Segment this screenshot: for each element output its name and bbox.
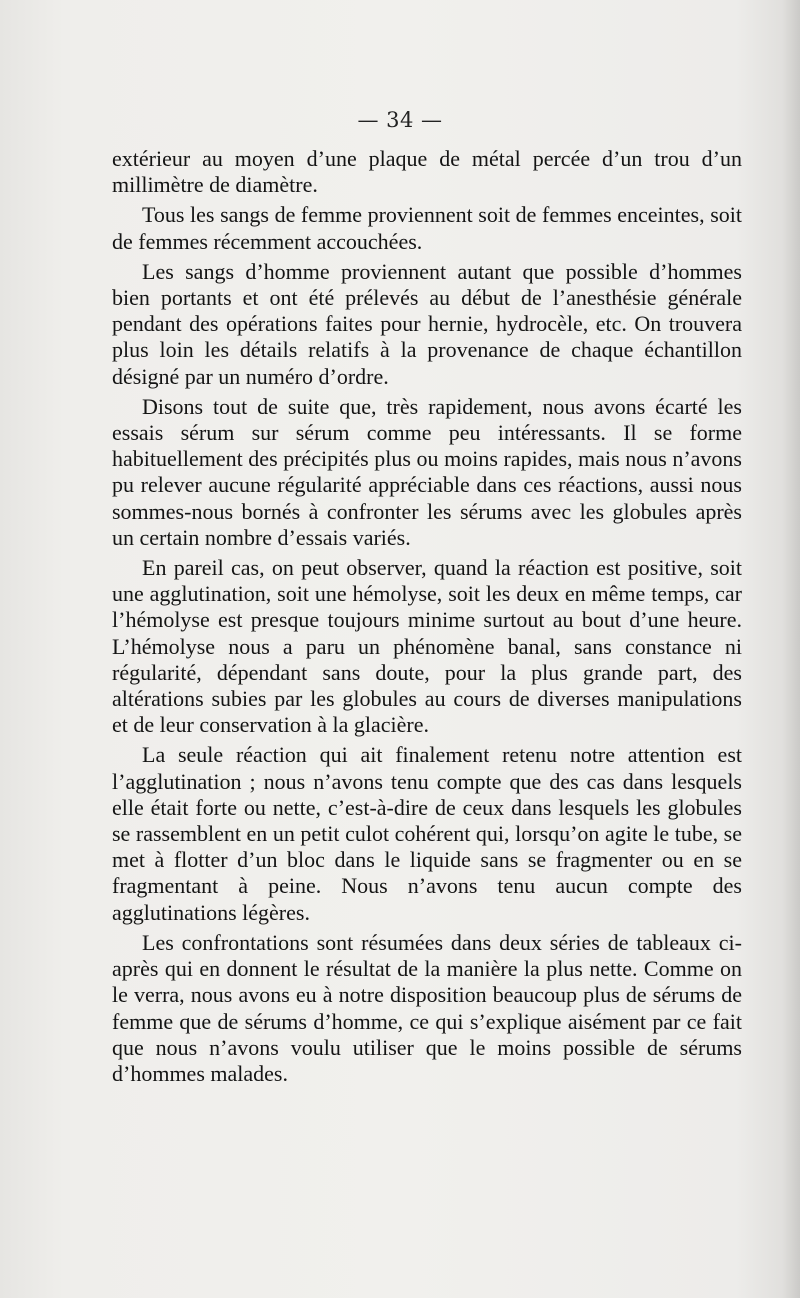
page-number: — 34 — — [357, 108, 443, 132]
paragraph-agglutination: La seule réaction qui ait finalement retenu notre attention est l’agglutination ; nous n’avons tenu compte que des cas dans lesquels elle était forte ou nette, c’est-à-dire de ceux dans lesquels les globules se rassemblent en un petit culot cohérent qui, lorsqu’on agite le tube, se met à flotter d’un bloc dans le liquide sans se fragmenter ou en se fragmentant à peine. Nous n’avons tenu aucun compte des agglutinations légères. — [112, 742, 742, 925]
paragraph-sample-origin-men: Les sangs d’homme proviennent autant que possible d’hommes bien portants et ont été prélevés au début de l’anesthésie générale pendant des opérations faites pour hernie, hydrocèle, etc. On trouvera plus loin les détails relatifs à la provenance de chaque échantillon désigné par un numéro d’ordre. — [112, 258, 742, 389]
paragraph-serum-tests: Disons tout de suite que, très rapidement, nous avons écarté les essais sérum sur sérum comme peu intéressants. Il se forme habituellement des précipités plus ou moins rapides, mais nous n’avons pu relever aucune régularité appréciable dans ces réactions, aussi nous sommes-nous bornés à confronter les sérums avec les globules après un certain nombre d’essais variés. — [112, 393, 742, 550]
paragraph-continuation: extérieur au moyen d’une plaque de métal percée d’un trou d’un millimètre de diamètre. — [112, 146, 742, 198]
paragraph-sample-origin-women: Tous les sangs de femme proviennent soit de femmes enceintes, soit de femmes récemment accouchées. — [112, 202, 742, 254]
paragraph-confrontations: Les confrontations sont résumées dans deux séries de tableaux ci-après qui en donnent le résultat de la manière la plus nette. Comme on le verra, nous avons eu à notre disposition beaucoup plus de sérums de femme que de sérums d’homme, ce qui s’explique aisément par ce fait que nous n’avons voulu utiliser que le moins possible de sérums d’hommes malades. — [112, 929, 742, 1086]
paragraph-hemolysis: En pareil cas, on peut observer, quand la réaction est positive, soit une agglutination, soit une hémolyse, soit les deux en même temps, car l’hémolyse est presque toujours minime surtout au bout d’une heure. L’hémolyse nous a paru un phénomène banal, sans constance ni régularité, dépendant sans doute, pour la plus grande part, des altérations subies par les globules au cours de diverses manipulations et de leur conservation à la glacière. — [112, 555, 742, 738]
page-edge-shadow — [782, 0, 800, 1298]
body-text — [112, 146, 742, 1087]
